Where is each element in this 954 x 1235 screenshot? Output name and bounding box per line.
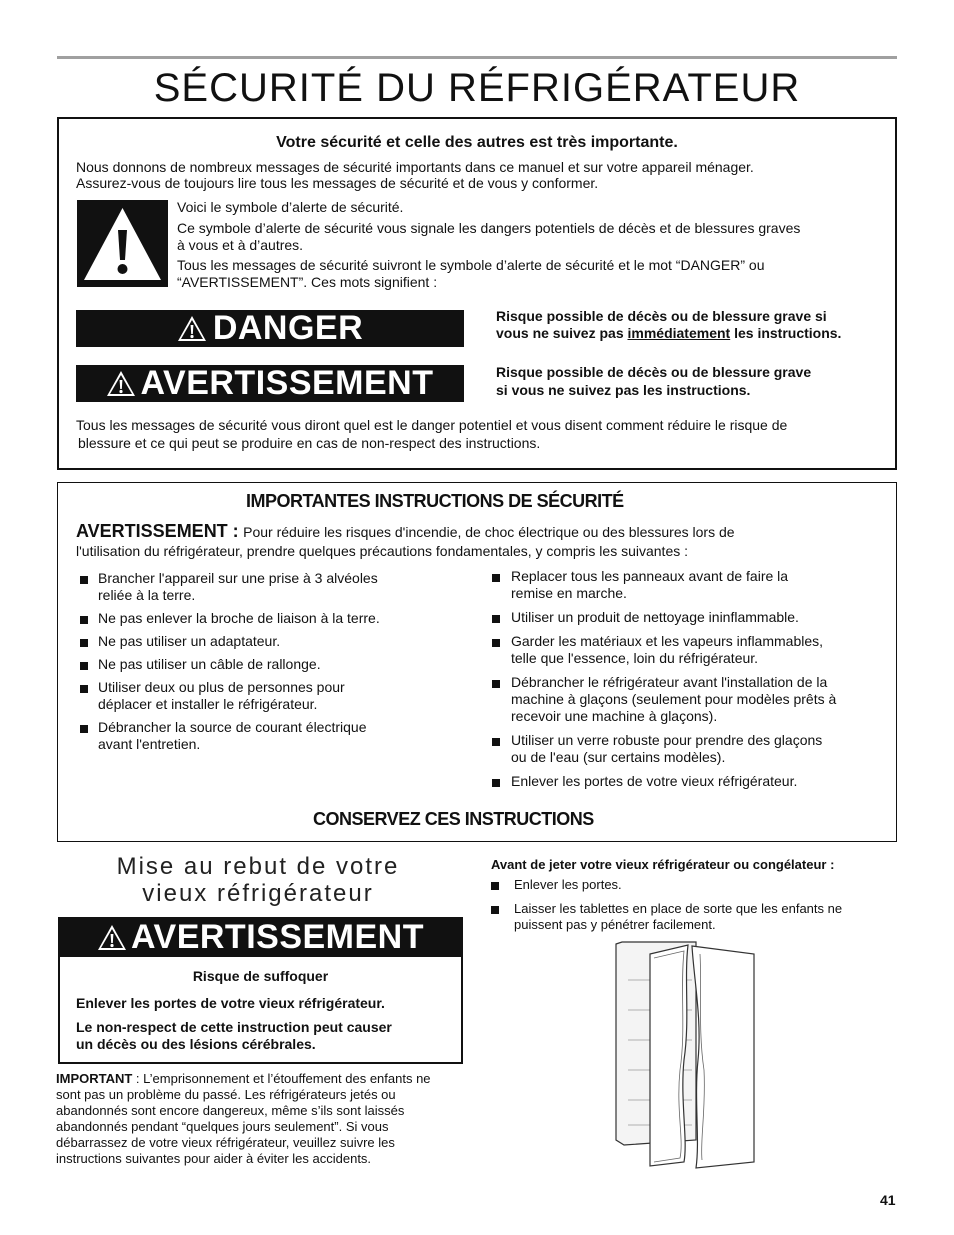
warning-triangle-icon	[177, 315, 207, 342]
instructions-right-list	[492, 568, 892, 797]
list-item-line: Ne pas utiliser un câble de rallonge.	[98, 656, 321, 672]
disposal-line-1: Enlever les portes de votre vieux réfrigérateur.	[76, 995, 385, 1011]
disposal-heading	[58, 853, 458, 907]
danger-banner	[76, 310, 464, 347]
symbol-text-3a: Tous les messages de sécurité suivront le symbole d’alerte de sécurité et le mot “DANGER” ou	[177, 257, 765, 273]
safety-footer-1: Tous les messages de sécurité vous diront quel est le danger potentiel et vous disent comment réduire le risque de	[76, 417, 788, 433]
list-item-line: Utiliser un verre robuste pour prendre des glaçons	[511, 732, 823, 748]
disposal-line-2a: Le non-respect de cette instruction peut causer	[76, 1019, 392, 1035]
bullet-square-icon	[80, 639, 88, 647]
list-item-line: reliée à la terre.	[98, 587, 196, 603]
bullet-square-icon	[80, 576, 88, 584]
disposal-risk: Risque de suffoquer	[192, 968, 329, 984]
bullet-square-icon	[80, 662, 88, 670]
list-item-line: déplacer et installer le réfrigérateur.	[98, 696, 318, 712]
safety-intro-2: Assurez-vous de toujours lire tous les messages de sécurité et de vous y conformer.	[76, 175, 599, 191]
list-item-line: Brancher l'appareil sur une prise à 3 alvéoles	[98, 570, 378, 586]
list-item-line: Enlever les portes.	[514, 877, 622, 892]
symbol-text-2a: Ce symbole d’alerte de sécurité vous signale les dangers potentiels de décès et de blessures graves	[177, 220, 801, 236]
instructions-warning-lead: AVERTISSEMENT :	[76, 521, 239, 541]
list-item	[80, 719, 450, 753]
top-rule	[57, 56, 897, 59]
instructions-warning-text-2: l'utilisation du réfrigérateur, prendre quelques précautions fondamentales, y compris les suivantes :	[76, 543, 689, 559]
important-lead: IMPORTANT	[56, 1071, 133, 1086]
list-item-line: machine à glaçons (seulement pour modèles prêts à	[511, 691, 837, 707]
bullet-square-icon	[492, 615, 500, 623]
list-item-line: Ne pas enlever la broche de liaison à la terre.	[98, 610, 380, 626]
bullet-square-icon	[492, 738, 500, 746]
disposal-warning-banner	[58, 917, 463, 957]
bullet-square-icon	[492, 779, 500, 787]
instructions-left-list	[80, 570, 450, 759]
symbol-text-2b: à vous et à d’autres.	[177, 237, 304, 253]
list-item	[80, 656, 450, 673]
list-item-line: remise en marche.	[511, 585, 627, 601]
disposal-heading-line-1: Mise au rebut de votre	[116, 853, 400, 880]
safety-alert-symbol	[77, 200, 168, 287]
warning-banner	[76, 365, 464, 402]
list-item	[492, 773, 892, 790]
list-item	[491, 877, 911, 893]
list-item-line: avant l'entretien.	[98, 736, 201, 752]
list-item	[80, 610, 450, 627]
list-item-line: telle que l'essence, loin du réfrigérateur.	[511, 650, 759, 666]
list-item-line: Replacer tous les panneaux avant de faire la	[511, 568, 789, 584]
important-paragraph: IMPORTANT : L’emprisonnement et l’étouffement des enfants ne sont pas un problème du passé. Les réfrigérateurs jetés ou abandonnés sont encore dangereux, même s’ils sont laissés abandonnés pendant “quelques jours seulement”. Si vous débarrassez de votre vieux réfrigérateur, veuillez suivre les instructions suivantes pour aider à éviter les accidents.	[56, 1071, 431, 1166]
list-item	[492, 568, 892, 602]
list-item	[80, 570, 450, 604]
list-item	[492, 633, 892, 667]
disposal-right-heading: Avant de jeter votre vieux réfrigérateur ou congélateur :	[491, 857, 835, 872]
list-item-line: Débrancher le réfrigérateur avant l'installation de la	[511, 674, 828, 690]
bullet-square-icon	[80, 616, 88, 624]
disposal-line-2b: un décès ou des lésions cérébrales.	[76, 1036, 316, 1052]
list-item-line: Garder les matériaux et les vapeurs inflammables,	[511, 633, 824, 649]
disposal-warning-label: AVERTISSEMENT	[130, 917, 424, 956]
list-item-line: Enlever les portes de votre vieux réfrigérateur.	[511, 773, 798, 789]
bullet-square-icon	[491, 906, 499, 914]
list-item-line: recevoir une machine à glaçons).	[511, 708, 718, 724]
refrigerator-doors-open-icon	[614, 940, 764, 1170]
instructions-footer: CONSERVEZ CES INSTRUCTIONS	[313, 809, 594, 829]
warning-triangle-icon	[97, 924, 127, 951]
list-item	[491, 901, 911, 933]
danger-text-1: Risque possible de décès ou de blessure grave si	[496, 308, 827, 324]
disposal-right-list	[491, 877, 911, 941]
warning-text-1: Risque possible de décès ou de blessure grave	[496, 364, 812, 380]
safety-intro-1: Nous donnons de nombreux messages de sécurité importants dans ce manuel et sur votre appareil ménager.	[76, 159, 754, 175]
warning-triangle-icon	[106, 370, 136, 397]
bullet-square-icon	[80, 685, 88, 693]
danger-text-2: vous ne suivez pas immédiatement les instructions.	[496, 325, 842, 341]
instructions-heading: IMPORTANTES INSTRUCTIONS DE SÉCURITÉ	[246, 491, 624, 511]
bullet-square-icon	[492, 639, 500, 647]
list-item-line: puissent pas y pénétrer facilement.	[514, 917, 716, 932]
list-item-line: Débrancher la source de courant électrique	[98, 719, 367, 735]
instructions-warning-text-1: Pour réduire les risques d'incendie, de choc électrique ou des blessures lors de	[243, 524, 735, 540]
list-item	[492, 674, 892, 725]
page-number: 41	[880, 1192, 896, 1208]
refrigerator-illustration	[614, 940, 764, 1170]
instructions-warning	[76, 521, 876, 542]
symbol-text-1: Voici le symbole d’alerte de sécurité.	[177, 199, 404, 215]
list-item-line: Ne pas utiliser un adaptateur.	[98, 633, 281, 649]
danger-label: DANGER	[212, 309, 364, 347]
list-item	[80, 679, 450, 713]
list-item-line: Utiliser deux ou plus de personnes pour	[98, 679, 345, 695]
safety-footer-2: blessure et ce qui peut se produire en cas de non-respect des instructions.	[78, 435, 541, 451]
list-item	[80, 633, 450, 650]
list-item	[492, 732, 892, 766]
list-item	[492, 609, 892, 626]
bullet-square-icon	[80, 725, 88, 733]
symbol-text-3b: “AVERTISSEMENT”. Ces mots signifient :	[177, 274, 438, 290]
list-item-line: ou de l'eau (sur certains modèles).	[511, 749, 726, 765]
list-item-line: Utiliser un produit de nettoyage ininflammable.	[511, 609, 799, 625]
warning-label: AVERTISSEMENT	[140, 364, 434, 402]
bullet-square-icon	[491, 882, 499, 890]
bullet-square-icon	[492, 680, 500, 688]
safety-box-heading: Votre sécurité et celle des autres est très importante.	[276, 134, 678, 151]
warning-text-2: si vous ne suivez pas les instructions.	[496, 382, 751, 398]
disposal-heading-line-2: vieux réfrigérateur	[142, 880, 374, 907]
warning-triangle-icon	[77, 200, 168, 287]
page-title: SÉCURITÉ DU RÉFRIGÉRATEUR	[153, 66, 801, 110]
bullet-square-icon	[492, 574, 500, 582]
list-item-line: Laisser les tablettes en place de sorte que les enfants ne	[514, 901, 843, 916]
